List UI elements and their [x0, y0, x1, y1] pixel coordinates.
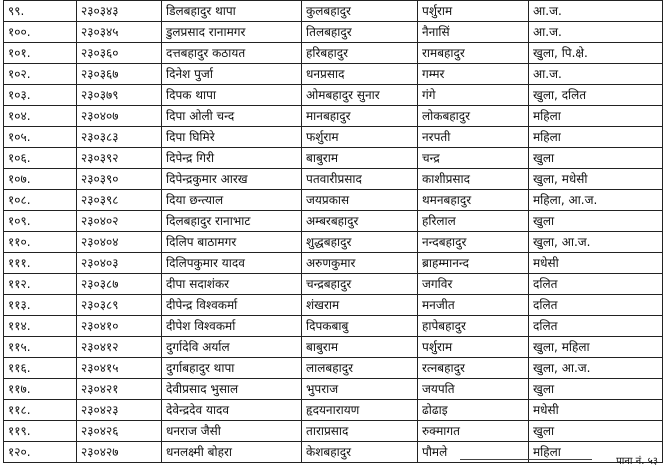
table-row: [4, 85, 663, 106]
quota-group-cell: खुला: [529, 421, 663, 442]
father-name-cell: फर्शुराम: [302, 127, 418, 148]
father-name-cell: कुलबहादुर: [302, 1, 418, 22]
quota-group-cell: खुला, महिला: [529, 337, 663, 358]
candidate-name-cell: दिपा घिमिरे: [162, 127, 302, 148]
serial-number-cell: ११०.: [4, 232, 77, 253]
candidate-name-cell: दिलिप बाठामगर: [162, 232, 302, 253]
candidate-name-cell: देवीप्रसाद भुसाल: [162, 379, 302, 400]
grandfather-name-cell: मनजीत: [418, 295, 529, 316]
grandfather-name-cell: ढोढाइ: [418, 400, 529, 421]
quota-group-cell: दलित: [529, 295, 663, 316]
table-row: [4, 400, 663, 421]
table-row: [4, 316, 663, 337]
quota-group-cell: खुला: [529, 211, 663, 232]
quota-group-cell: महिला, आ.ज.: [529, 190, 663, 211]
roll-number-cell: २३०३४३: [77, 1, 162, 22]
candidate-name-cell: दीपा सदाशंकर: [162, 274, 302, 295]
serial-number-cell: ९९.: [4, 1, 77, 22]
table-row: [4, 106, 663, 127]
serial-number-cell: ११५.: [4, 337, 77, 358]
table-row: [4, 211, 663, 232]
candidate-name-cell: दिपा ओली चन्द: [162, 106, 302, 127]
roll-number-cell: २३०४१५: [77, 358, 162, 379]
candidate-name-cell: दिलबहादुर रानाभाट: [162, 211, 302, 232]
roll-number-cell: २३०३९०: [77, 169, 162, 190]
father-name-cell: ताराप्रसाद: [302, 421, 418, 442]
table-row: [4, 295, 663, 316]
candidate-name-cell: देवेन्द्रदेव यादव: [162, 400, 302, 421]
grandfather-name-cell: जयपति: [418, 379, 529, 400]
candidate-name-cell: दिलिपकुमार यादव: [162, 253, 302, 274]
serial-number-cell: १०६.: [4, 148, 77, 169]
page-number: पाना नं. ५३: [616, 456, 658, 467]
table-row: [4, 22, 663, 43]
father-name-cell: केशबहादुर: [302, 442, 418, 463]
grandfather-name-cell: काशीप्रसाद: [418, 169, 529, 190]
roll-number-cell: २३०३८९: [77, 295, 162, 316]
father-name-cell: शुद्धबहादुर: [302, 232, 418, 253]
serial-number-cell: ११९.: [4, 421, 77, 442]
candidate-name-cell: धनलक्ष्मी बोहरा: [162, 442, 302, 463]
father-name-cell: अम्बरबहादुर: [302, 211, 418, 232]
serial-number-cell: १०३.: [4, 85, 77, 106]
roll-number-cell: २३०३९८: [77, 190, 162, 211]
candidate-name-cell: धनराज जैसी: [162, 421, 302, 442]
roll-number-cell: २३०४०२: [77, 211, 162, 232]
table-row: [4, 253, 663, 274]
serial-number-cell: १०४.: [4, 106, 77, 127]
father-name-cell: शंखराम: [302, 295, 418, 316]
father-name-cell: दिपकबाबु: [302, 316, 418, 337]
roll-number-cell: २३०४२७: [77, 442, 162, 463]
grandfather-name-cell: हरिलाल: [418, 211, 529, 232]
quota-group-cell: आ.ज.: [529, 22, 663, 43]
grandfather-name-cell: ब्राहम्मानन्द: [418, 253, 529, 274]
candidate-name-cell: दिया छन्त्याल: [162, 190, 302, 211]
quota-group-cell: खुला, पि.क्षे.: [529, 43, 663, 64]
roll-number-cell: २३०३८३: [77, 127, 162, 148]
table-row: [4, 421, 663, 442]
father-name-cell: लालबहादुर: [302, 358, 418, 379]
father-name-cell: अरुणकुमार: [302, 253, 418, 274]
table-row: [4, 337, 663, 358]
candidate-name-cell: दीपेन्द्र विश्वकर्मा: [162, 295, 302, 316]
serial-number-cell: १०७.: [4, 169, 77, 190]
roll-number-cell: २३०४२३: [77, 400, 162, 421]
grandfather-name-cell: गम्मर: [418, 64, 529, 85]
candidate-name-cell: दिपक थापा: [162, 85, 302, 106]
roll-number-cell: २३०४०३: [77, 253, 162, 274]
serial-number-cell: १००.: [4, 22, 77, 43]
serial-number-cell: १११.: [4, 253, 77, 274]
quota-group-cell: दलित: [529, 316, 663, 337]
quota-group-cell: आ.ज.: [529, 64, 663, 85]
candidate-name-cell: डुलप्रसाद रानामगर: [162, 22, 302, 43]
father-name-cell: चन्द्रबहादुर: [302, 274, 418, 295]
father-name-cell: भुपराज: [302, 379, 418, 400]
quota-group-cell: खुला: [529, 379, 663, 400]
footer-rule: [460, 459, 592, 460]
grandfather-name-cell: हापेबहादुर: [418, 316, 529, 337]
roll-number-cell: २३०३९२: [77, 148, 162, 169]
quota-group-cell: मधेसी: [529, 400, 663, 421]
father-name-cell: जयप्रकास: [302, 190, 418, 211]
roll-number-cell: २३०४१२: [77, 337, 162, 358]
table-row: [4, 1, 663, 22]
quota-group-cell: खुला, दलित: [529, 85, 663, 106]
quota-group-cell: महिला: [529, 127, 663, 148]
father-name-cell: ओमबहादुर सुनार: [302, 85, 418, 106]
quota-group-cell: महिला: [529, 106, 663, 127]
grandfather-name-cell: रुक्मागत: [418, 421, 529, 442]
serial-number-cell: १०९.: [4, 211, 77, 232]
table-row: [4, 358, 663, 379]
serial-number-cell: ११४.: [4, 316, 77, 337]
grandfather-name-cell: नन्दबहादुर: [418, 232, 529, 253]
roll-number-cell: २३०४२६: [77, 421, 162, 442]
table-row: [4, 43, 663, 64]
quota-group-cell: खुला: [529, 148, 663, 169]
candidate-name-cell: दिनेश पुर्जा: [162, 64, 302, 85]
quota-group-cell: दलित: [529, 274, 663, 295]
table-row: [4, 379, 663, 400]
grandfather-name-cell: थमनबहादुर: [418, 190, 529, 211]
candidate-name-cell: दिपेन्द्रकुमार आरख: [162, 169, 302, 190]
results-table: [3, 0, 663, 463]
father-name-cell: मानबहादुर: [302, 106, 418, 127]
father-name-cell: हृदयनारायण: [302, 400, 418, 421]
serial-number-cell: ११७.: [4, 379, 77, 400]
results-table-body: [4, 1, 663, 463]
roll-number-cell: २३०३६७: [77, 64, 162, 85]
father-name-cell: हरिबहादुर: [302, 43, 418, 64]
grandfather-name-cell: पौमले: [418, 442, 529, 463]
quota-group-cell: खुला, आ.ज.: [529, 232, 663, 253]
grandfather-name-cell: लोकबहादुर: [418, 106, 529, 127]
grandfather-name-cell: नैनासिं: [418, 22, 529, 43]
table-row: [4, 64, 663, 85]
serial-number-cell: १०५.: [4, 127, 77, 148]
grandfather-name-cell: जगविर: [418, 274, 529, 295]
quota-group-cell: खुला, आ.ज.: [529, 358, 663, 379]
grandfather-name-cell: गंगे: [418, 85, 529, 106]
roll-number-cell: २३०४०४: [77, 232, 162, 253]
grandfather-name-cell: नरपती: [418, 127, 529, 148]
grandfather-name-cell: रत्नबहादुर: [418, 358, 529, 379]
quota-group-cell: आ.ज.: [529, 1, 663, 22]
candidate-name-cell: दुर्गादेवि अर्याल: [162, 337, 302, 358]
roll-number-cell: २३०४१०: [77, 316, 162, 337]
quota-group-cell: मधेसी: [529, 253, 663, 274]
roll-number-cell: २३०४०७: [77, 106, 162, 127]
roll-number-cell: २३०३४५: [77, 22, 162, 43]
candidate-name-cell: दुर्गाबहादुर थापा: [162, 358, 302, 379]
serial-number-cell: ११८.: [4, 400, 77, 421]
grandfather-name-cell: पर्शुराम: [418, 337, 529, 358]
serial-number-cell: ११३.: [4, 295, 77, 316]
table-row: [4, 232, 663, 253]
serial-number-cell: १२०.: [4, 442, 77, 463]
grandfather-name-cell: पर्शुराम: [418, 1, 529, 22]
roll-number-cell: २३०३८७: [77, 274, 162, 295]
father-name-cell: तिलबहादुर: [302, 22, 418, 43]
serial-number-cell: ११६.: [4, 358, 77, 379]
quota-group-cell: महिला: [529, 442, 663, 463]
table-row: [4, 169, 663, 190]
father-name-cell: बाबुराम: [302, 148, 418, 169]
roll-number-cell: २३०४२१: [77, 379, 162, 400]
father-name-cell: पतवारीप्रसाद: [302, 169, 418, 190]
father-name-cell: धनप्रसाद: [302, 64, 418, 85]
table-row: [4, 190, 663, 211]
serial-number-cell: १०१.: [4, 43, 77, 64]
candidate-name-cell: दीपेश विश्वकर्मा: [162, 316, 302, 337]
table-row: [4, 148, 663, 169]
table-row: [4, 274, 663, 295]
serial-number-cell: ११२.: [4, 274, 77, 295]
candidate-name-cell: डिलबहादुर थापा: [162, 1, 302, 22]
serial-number-cell: १०२.: [4, 64, 77, 85]
roll-number-cell: २३०३७९: [77, 85, 162, 106]
candidate-name-cell: दिपेन्द्र गिरी: [162, 148, 302, 169]
grandfather-name-cell: रामबहादुर: [418, 43, 529, 64]
grandfather-name-cell: चन्द्र: [418, 148, 529, 169]
roll-number-cell: २३०३६०: [77, 43, 162, 64]
quota-group-cell: खुला, मधेसी: [529, 169, 663, 190]
father-name-cell: बाबुराम: [302, 337, 418, 358]
candidate-name-cell: दत्तबहादुर कठायत: [162, 43, 302, 64]
table-row: [4, 127, 663, 148]
serial-number-cell: १०८.: [4, 190, 77, 211]
